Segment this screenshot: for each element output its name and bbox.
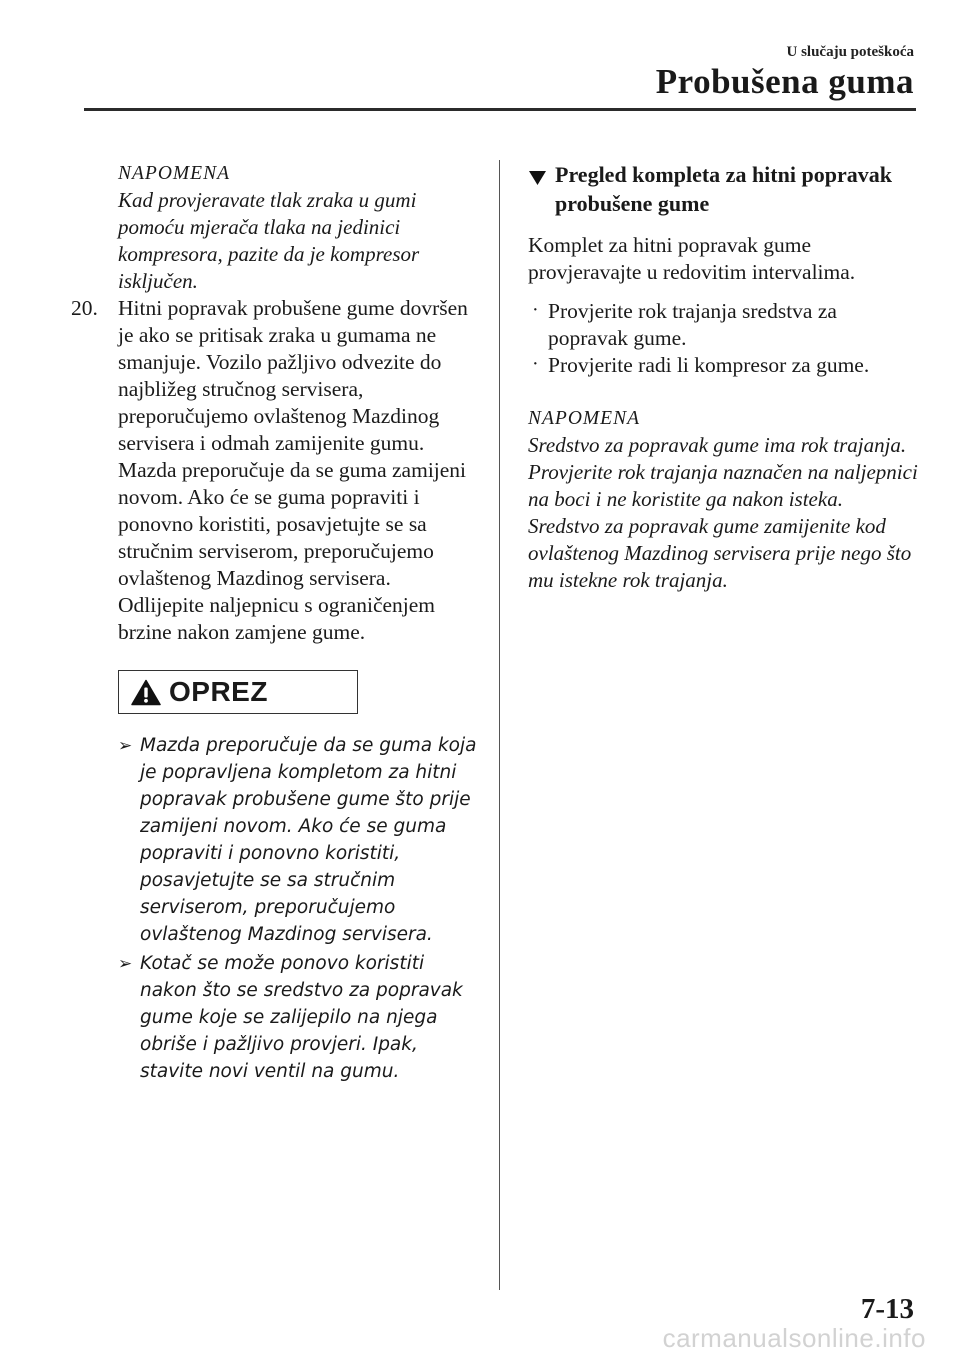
header-section-label: U slučaju poteškoća xyxy=(786,44,914,60)
caution-label: OPREZ xyxy=(169,676,268,707)
header-divider xyxy=(84,108,916,111)
page-title: Probušena guma xyxy=(655,62,914,101)
list-item-text: Provjerite radi li kompresor za gume. xyxy=(548,353,870,377)
list-item xyxy=(528,298,918,352)
note-block xyxy=(84,160,484,295)
note-label: NAPOMENA xyxy=(118,163,230,184)
warning-triangle-icon xyxy=(131,679,161,706)
caution-item xyxy=(118,732,484,948)
column-divider xyxy=(499,160,500,1290)
step-20 xyxy=(71,295,484,646)
section-heading-text: Pregled kompleta za hitni popravak probušene gume xyxy=(555,162,892,216)
list-item xyxy=(528,352,918,379)
bullet-list xyxy=(528,298,918,379)
watermark: carmanualsonline.info xyxy=(662,1323,926,1353)
note-text: Kad provjeravate tlak zraka u gumi pomoću mjerača tlaka na jedinici kompresora, pazite da je kompresor isključen. xyxy=(118,188,420,293)
list-item-text: Provjerite rok trajanja sredstva za popravak gume. xyxy=(548,299,837,350)
page-number: 7-13 xyxy=(860,1293,914,1325)
note-label: NAPOMENA xyxy=(528,408,640,429)
note-text: Sredstvo za popravak gume ima rok trajanja. Provjerite rok trajanja naznačen na naljepnici na boci i ne koristite ga nakon isteka. Sredstvo za popravak gume zamijenite kod ovlaštenog Mazdinog servisera prije nego što mu istekne rok trajanja. xyxy=(528,433,918,592)
arrow-bullet-icon: ➢ xyxy=(118,954,133,974)
right-column xyxy=(528,160,918,594)
step-extra-text: Odlijepite naljepnicu s ograničenjem brzine nakon zamjene gume. xyxy=(118,593,436,644)
caution-box xyxy=(118,670,358,714)
caution-item xyxy=(118,950,484,1085)
section-heading xyxy=(528,160,918,218)
caution-item-text: Mazda preporučuje da se guma koja je popravljena kompletom za hitni popravak probušene gume što prije zamijeni novom. Ako će se guma popraviti i ponovno koristiti, posavjetujte se sa stručnim serviserom, preporučujemo ovlaštenog Mazdinog servisera. xyxy=(140,735,477,945)
bullet-dot-icon: · xyxy=(532,299,539,321)
step-number: 20. xyxy=(71,296,98,320)
step-text: Hitni popravak probušene gume dovršen je ako se pritisak zraka u gumama ne smanjuje. Vozilo pažljivo odvezite do najbližeg stručnog servisera, preporučujemo ovlaštenog Mazdinog servisera i odmah zamijenite gumu. Mazda preporučuje da se guma zamijeni novom. Ako će se guma popraviti i ponovno koristiti, posavjetujte se sa stručnim serviserom, preporučujemo ovlaštenog Mazdinog servisera. xyxy=(118,296,468,590)
left-column xyxy=(71,160,484,1087)
caution-list xyxy=(84,732,484,1085)
down-triangle-icon xyxy=(528,170,547,186)
arrow-bullet-icon: ➢ xyxy=(118,736,133,756)
intro-paragraph: Komplet za hitni popravak gume provjeravajte u redovitim intervalima. xyxy=(528,233,856,284)
bullet-dot-icon: · xyxy=(532,353,539,375)
caution-item-text: Kotač se može ponovo koristiti nakon što se sredstvo za popravak gume koje se zalijepilo na njega obriše i pažljivo provjeri. Ipak, stavite novi ventil na gumu. xyxy=(140,953,463,1082)
note-block xyxy=(528,405,918,594)
